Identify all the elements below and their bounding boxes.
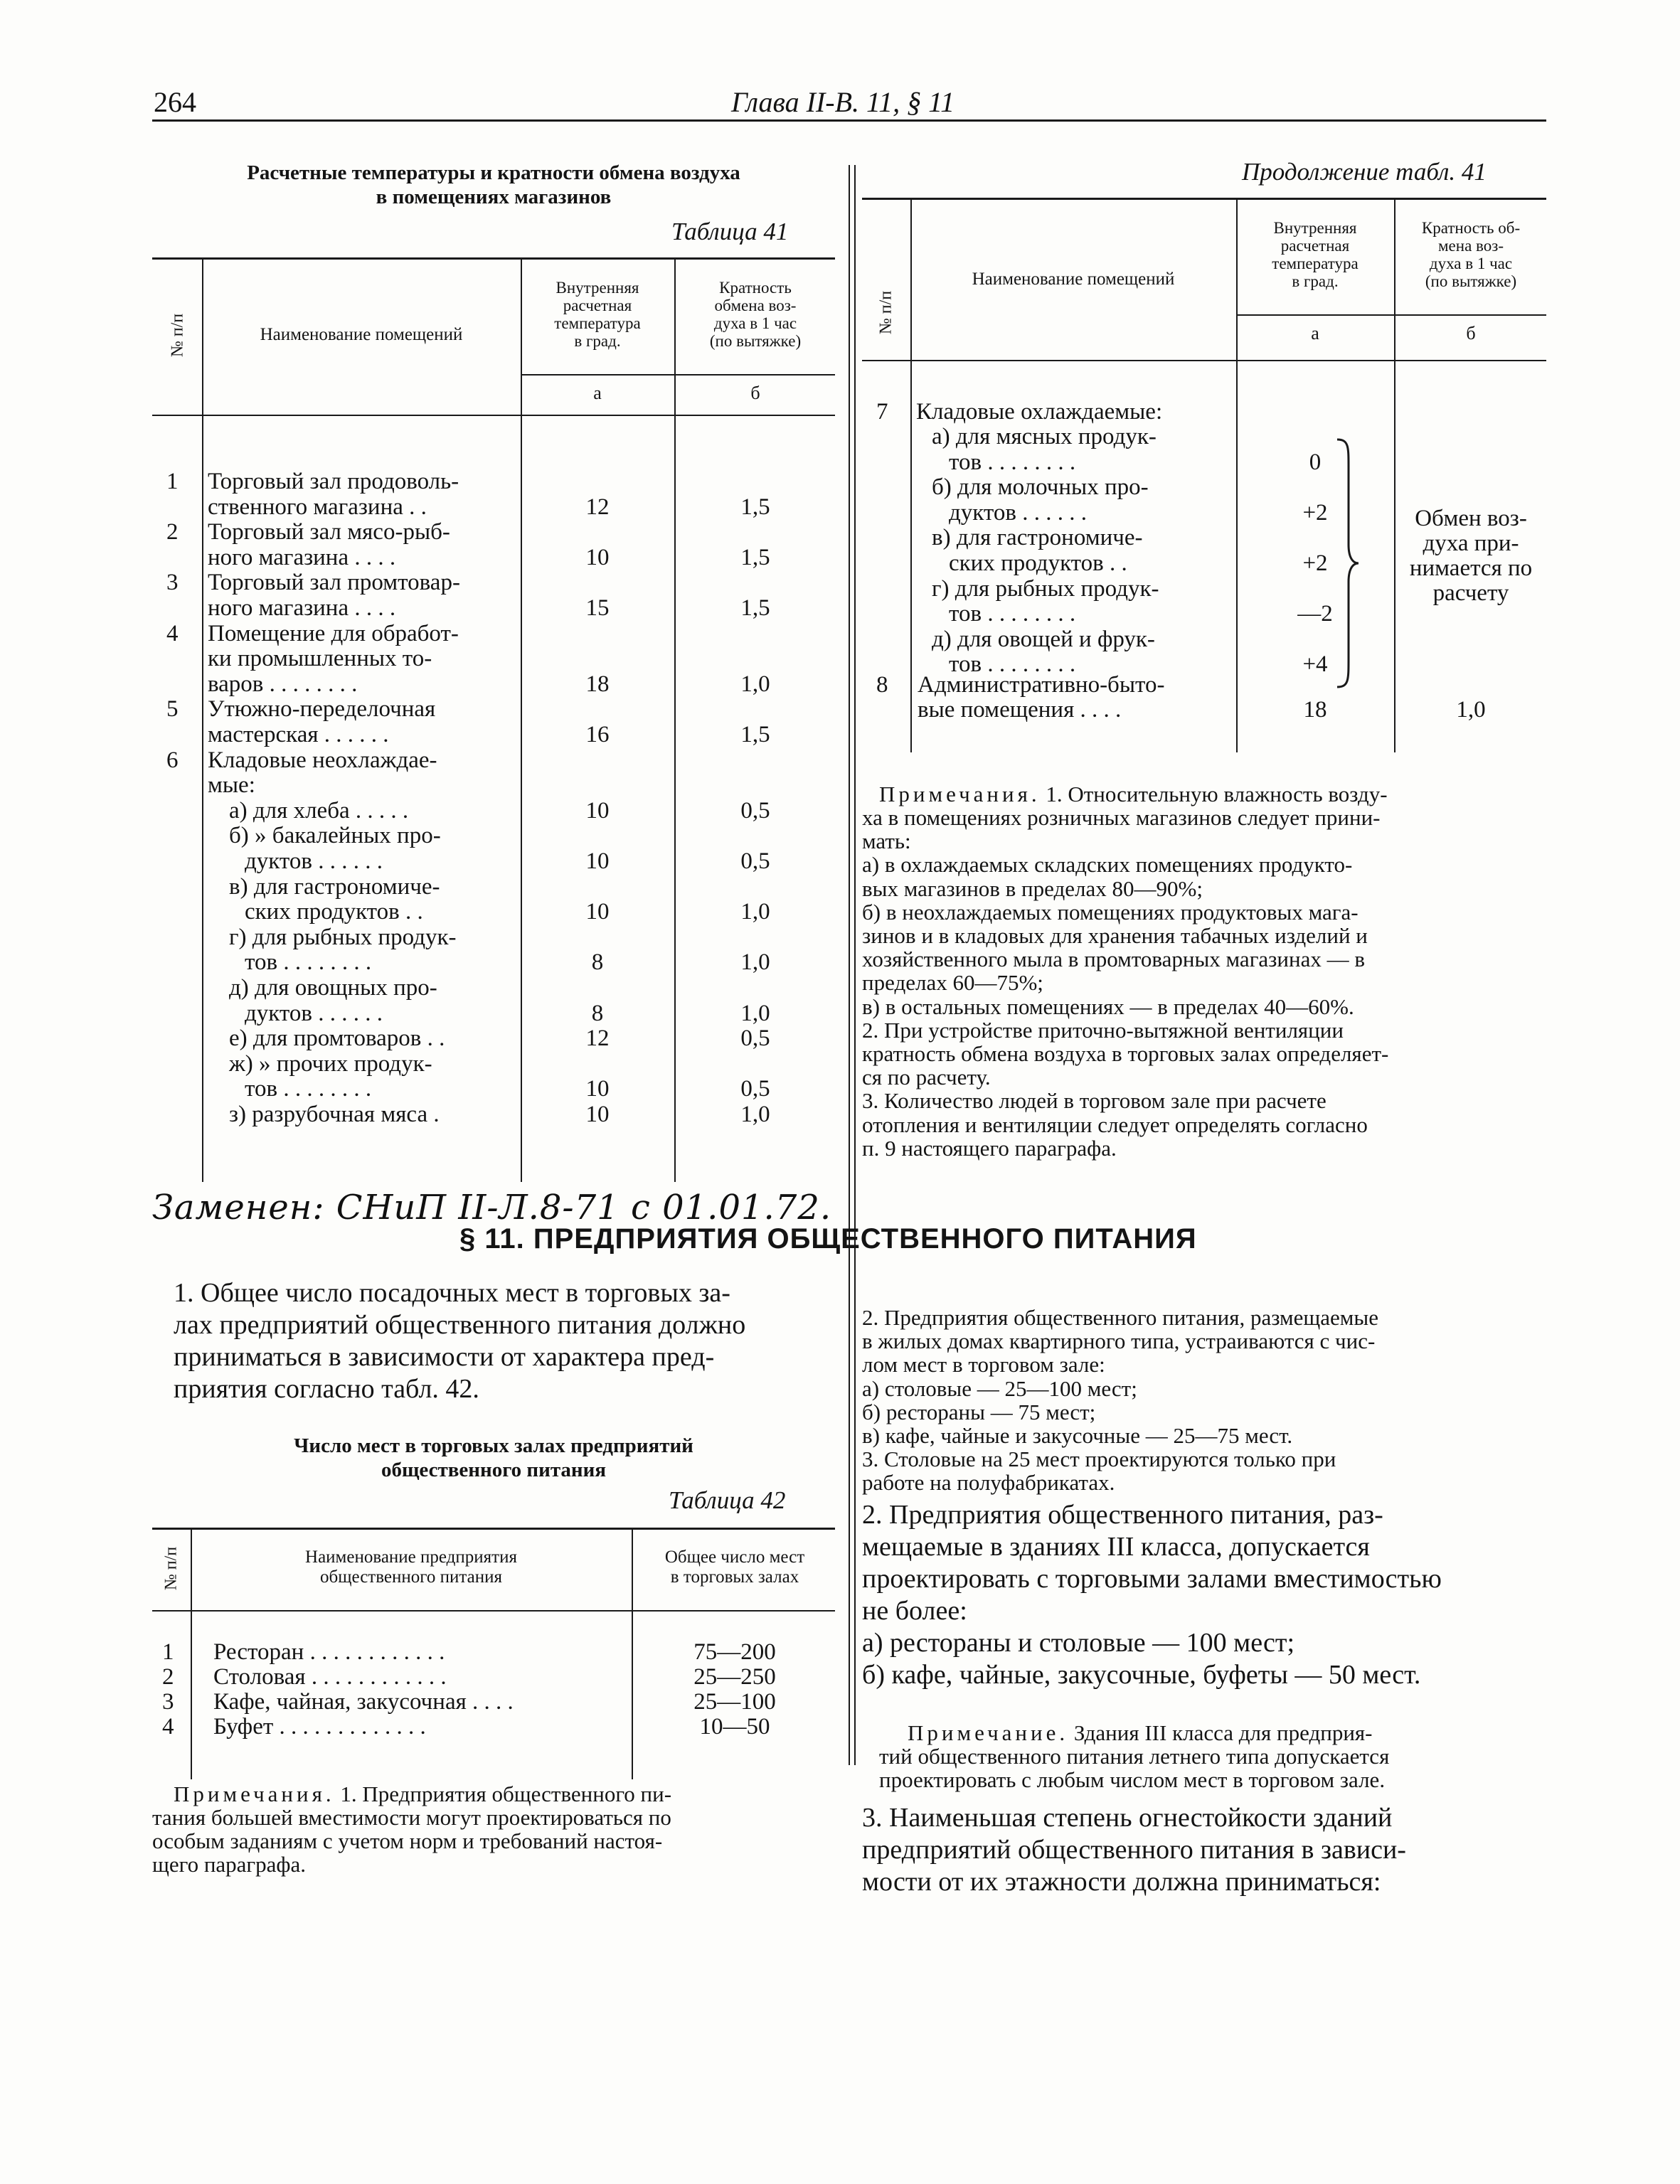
header-rule: [152, 119, 1546, 122]
notes-41-line: 2. При устройстве приточно-вытяжной вентиляции: [862, 1017, 1344, 1043]
table-41-row-b: 1,5: [740, 722, 770, 747]
paragraph-2-line: не более:: [862, 1596, 967, 1626]
table-41-row-a: 12: [585, 494, 610, 520]
t41a-line-2: расчетная: [563, 297, 632, 314]
table-41-row-a: 10: [585, 1076, 610, 1102]
table-41-row-text: варов . . . . . . . .: [208, 671, 358, 697]
table-41-row-a: 10: [585, 1102, 610, 1127]
table-41-cont-item-text: тов . . . . . . . .: [949, 651, 1076, 678]
table-41-row-text: б) » бакалейных про-: [229, 823, 441, 849]
section-11-paragraph-1-line: приятия согласно табл. 42.: [174, 1374, 479, 1404]
table-42-row-number: 3: [162, 1689, 174, 1715]
notes-41-lead: Примечания.: [879, 782, 1041, 806]
table-41-row-text: дуктов . . . . . .: [245, 848, 383, 874]
table-42-row-name: Ресторан . . . . . . . . . . . .: [213, 1639, 445, 1665]
table-41-cont-row-8-number: 8: [876, 672, 888, 698]
table-41-col-name: Наименование помещений: [260, 325, 463, 344]
table-41-cont-label: Продолжение табл. 41: [1242, 158, 1487, 186]
table-41-cont-item-text: тов . . . . . . . .: [949, 449, 1076, 475]
right-notes-line: 3. Столовые на 25 мест проектируются только при: [862, 1447, 1336, 1472]
table-42-row-number: 1: [162, 1639, 174, 1665]
t41cb-line-3: духа в 1 час: [1429, 255, 1513, 272]
table-41-cont-item-text: дуктов . . . . . .: [949, 499, 1087, 526]
table-41-cont-item-a: +2: [1302, 550, 1328, 576]
right-notes-line: работе на полуфабрикатах.: [862, 1470, 1115, 1496]
table-41-cont-col-a: [1238, 219, 1393, 290]
notes-41-line: 3. Количество людей в торговом зале при расчете: [862, 1088, 1327, 1114]
table-41-row-b: 1,0: [740, 671, 770, 697]
table-41-cont-item-text: а) для мясных продук-: [932, 424, 1157, 449]
table-42-col-npp: № п/п: [161, 1546, 181, 1591]
column-divider-left: [849, 165, 850, 1765]
t41a-line-3: температура: [554, 314, 641, 332]
notes-41-first-line: [879, 782, 1548, 806]
notes-41-line: кратность обмена воздуха в торговых залах определяет-: [862, 1041, 1389, 1066]
table-41-cont-col-npp: № п/п: [876, 290, 895, 335]
table-41-row-text: е) для промтоваров . .: [229, 1026, 445, 1052]
table-41-cont-header-bottom-rule: [862, 360, 1546, 361]
table-42-row-value: 25—250: [693, 1664, 776, 1690]
right-notes-line: лом мест в торговом зале:: [862, 1352, 1105, 1378]
table-41-cont-row-7-b-line: расчету: [1432, 580, 1509, 606]
table-41-sub-a: а: [593, 383, 602, 403]
notes-41-line: хозяйственного мыла в промтоварных магазинах — в: [862, 947, 1365, 972]
note-p2-first-rest: Здания III класса для предприя-: [1068, 1720, 1373, 1745]
table-41-row-b: 1,5: [740, 494, 770, 520]
notes-41-line: в) в остальных помещениях — в пределах 40—60%.: [862, 994, 1354, 1019]
table-41-cont-row-8-a: 18: [1303, 697, 1327, 723]
table-41-cont-item-a: +4: [1302, 651, 1328, 678]
t41ca-line-3: температура: [1272, 255, 1359, 272]
table-41-row-text: Кладовые неохлаждае-: [208, 747, 437, 773]
table-42-row-value: 25—100: [693, 1689, 776, 1715]
table-41-row-number: 6: [166, 747, 179, 773]
table-41-cont-top-rule: [862, 198, 1546, 200]
note-p2-line: проектировать с любым числом мест в торговом зале.: [879, 1767, 1386, 1792]
table-42-title: [152, 1434, 835, 1482]
table-41-cont-row-7-b: [1395, 506, 1546, 606]
notes-42-line: особым заданиям с учетом норм и требований настоя-: [152, 1828, 663, 1853]
t41b-line-2: обмена воз-: [714, 297, 797, 314]
table-41-row-text: Торговый зал продоволь-: [208, 469, 459, 494]
table-41-row-text: тов . . . . . . . .: [245, 1076, 372, 1102]
table-41-cont-col-name: Наименование помещений: [972, 270, 1175, 289]
table-41-cont-vline-1: [910, 198, 912, 752]
table-41-row-b: 0,5: [740, 1026, 770, 1052]
t41cb-line-1: Кратность об-: [1421, 219, 1521, 237]
notes-41-line: пределах 60—75%;: [862, 970, 1043, 996]
table-41-row-number: 4: [166, 620, 179, 646]
notes-41-first-rest: 1. Относительную влажность возду-: [1040, 782, 1388, 806]
table-41-title-line1: Расчетные температуры и кратности обмена воздуха: [247, 161, 740, 184]
table-41-row-text: г) для рыбных продук-: [229, 924, 457, 950]
table-41-top-rule: [152, 257, 835, 260]
table-41-row-a: 16: [585, 722, 610, 747]
table-42-vline-1: [191, 1528, 192, 1779]
table-41-cont-row-8-line1: Административно-быто-: [918, 672, 1165, 698]
table-41-row-a: 8: [591, 949, 604, 976]
paragraph-2-line: мещаемые в зданиях III класса, допускается: [862, 1532, 1370, 1562]
table-42-row-number: 2: [162, 1664, 174, 1690]
table-41-cont-row-7-number: 7: [876, 399, 888, 425]
notes-42-first-line: [174, 1782, 835, 1806]
paragraph-2-line: 2. Предприятия общественного питания, раз-: [862, 1500, 1383, 1530]
table-41-col-a: [522, 279, 673, 350]
table-41-row-a: 12: [585, 1026, 610, 1052]
paragraph-2-line: а) рестораны и столовые — 100 мест;: [862, 1628, 1295, 1658]
section-11-paragraph-1-line: 1. Общее число посадочных мест в торговых за-: [174, 1278, 730, 1308]
paragraph-2-line: проектировать с торговыми залами вместимостью: [862, 1564, 1442, 1594]
table-41-row-a: 10: [585, 797, 610, 824]
table-41-row-b: 0,5: [740, 1076, 770, 1102]
t41a-line-1: Внутренняя: [555, 279, 639, 297]
table-41-row-text: д) для овощных про-: [229, 975, 437, 1001]
table-41-row-b: 0,5: [740, 848, 770, 874]
table-41-row-text: ного магазина . . . .: [208, 595, 396, 621]
table-42-col-name: [193, 1548, 629, 1587]
t41a-line-4: в град.: [574, 332, 621, 350]
handwritten-replacement-note: Заменен: СНиП II-Л.8-71 с 01.01.72.: [152, 1188, 832, 1227]
table-42-row-number: 4: [162, 1714, 174, 1740]
right-notes-line: 2. Предприятия общественного питания, размещаемые: [862, 1305, 1379, 1330]
table-41-row-text: Торговый зал промтовар-: [208, 570, 460, 596]
table-41-cont-item-text: д) для овощей и фрук-: [932, 626, 1155, 652]
notes-41-line: б) в неохлаждаемых помещениях продуктовых мага-: [862, 899, 1359, 925]
table-41-row-text: ж) » прочих продук-: [229, 1050, 432, 1077]
table-41-row-b: 1,0: [740, 949, 770, 976]
table-41-row-text: тов . . . . . . . .: [245, 949, 372, 976]
table-41-cont-row-7-b-line: духа при-: [1423, 531, 1519, 556]
right-brace-icon: [1334, 438, 1363, 688]
table-41-row-text: з) разрубочная мяса .: [229, 1102, 440, 1127]
table-41-cont-item-a: —2: [1297, 601, 1333, 627]
t41ca-line-1: Внутренняя: [1273, 219, 1357, 237]
table-41-cont-item-text: г) для рыбных продук-: [932, 575, 1159, 602]
table-41-row-number: 3: [166, 570, 179, 596]
note-p2-first-line: [908, 1721, 1548, 1744]
table-41-row-a: 15: [585, 595, 610, 621]
table-41-cont-item-text: б) для молочных про-: [932, 474, 1149, 501]
table-41-row-b: 1,0: [740, 899, 770, 925]
t41cb-line-2: мена воз-: [1438, 237, 1504, 255]
notes-41-line: вых магазинов в пределах 80—90%;: [862, 875, 1203, 901]
table-41-cont-subheader-rule: [1236, 314, 1546, 316]
section-11-paragraph-1-line: приниматься в зависимости от характера пред-: [174, 1342, 715, 1372]
right-notes-line: в) кафе, чайные и закусочные — 25—75 мест.: [862, 1423, 1293, 1448]
notes-42-line: щего параграфа.: [152, 1852, 307, 1877]
table-42-top-rule: [152, 1528, 835, 1530]
table-41-row-a: 10: [585, 848, 610, 874]
paragraph-3-line: мости от их этажности должна приниматься:: [862, 1867, 1381, 1897]
notes-41-line: п. 9 настоящего параграфа.: [862, 1135, 1117, 1161]
table-41-label: Таблица 41: [671, 218, 789, 245]
note-p2-lead: Примечание.: [908, 1720, 1069, 1745]
table-41-cont-item-text: ских продуктов . .: [949, 550, 1127, 576]
table-41-row-text: дуктов . . . . . .: [245, 1000, 383, 1026]
table-41-row-a: 10: [585, 899, 610, 925]
table-41-row-text: мастерская . . . . . .: [208, 722, 389, 747]
table-41-row-text: мые:: [208, 772, 255, 799]
table-41-cont-item-a: 0: [1309, 449, 1322, 475]
table-41-row-b: 1,0: [740, 1102, 770, 1127]
table-42-label: Таблица 42: [669, 1486, 786, 1514]
table-41-cont-sub-b: б: [1466, 323, 1476, 343]
table-42-col-total: [634, 1548, 835, 1587]
notes-41-line: ха в помещениях розничных магазинов следует прини-: [862, 805, 1381, 830]
table-41-row-a: 18: [585, 671, 610, 697]
notes-42-line: тания большей вместимости могут проектироваться по: [152, 1805, 671, 1830]
table-41-row-a: 8: [591, 1000, 604, 1026]
table-41-col-b: [676, 279, 835, 350]
table-41-cont-sub-a: а: [1311, 323, 1319, 343]
page-number: 264: [154, 86, 196, 118]
table-41-cont-row-8-b: 1,0: [1456, 697, 1486, 723]
table-41-row-text: ного магазина . . . .: [208, 544, 396, 570]
table-42-col-name-line1: Наименование предприятия: [305, 1548, 517, 1567]
table-41-row-text: ственного магазина . .: [208, 494, 427, 520]
table-42-title-line2: общественного питания: [381, 1459, 607, 1481]
notes-42-lead: Примечания.: [174, 1781, 335, 1806]
table-41-sub-b: б: [750, 383, 760, 403]
table-42-col-name-line2: общественного питания: [320, 1567, 502, 1587]
t41b-line-1: Кратность: [719, 279, 792, 297]
t41b-line-3: духа в 1 час: [713, 314, 797, 332]
table-41-subheader-rule: [521, 374, 835, 375]
section-11-title: § 11. ПРЕДПРИЯТИЯ ОБЩЕСТВЕННОГО ПИТАНИЯ: [459, 1223, 1197, 1255]
table-41-cont-row-7-b-line: нимается по: [1409, 555, 1533, 581]
table-42-header-bottom-rule: [152, 1610, 835, 1612]
note-p2-line: тий общественного питания летнего типа допускается: [879, 1744, 1390, 1769]
notes-41-line: ся по расчету.: [862, 1065, 991, 1090]
table-42-col-total-line2: в торговых залах: [670, 1567, 799, 1587]
table-41-row-b: 0,5: [740, 797, 770, 824]
table-42-row-value: 10—50: [699, 1714, 770, 1740]
section-11-paragraph-1-line: лах предприятий общественного питания должно: [174, 1310, 746, 1340]
notes-41-line: мать:: [862, 829, 911, 854]
table-41-vline-1: [202, 257, 203, 1182]
table-41-header-bottom-rule: [152, 415, 835, 416]
notes-42-first-rest: 1. Предприятия общественного пи-: [334, 1781, 672, 1806]
table-42-row-name: Буфет . . . . . . . . . . . . .: [213, 1714, 426, 1740]
paragraph-3-line: 3. Наименьшая степень огнестойкости зданий: [862, 1803, 1393, 1833]
table-41-cont-row-8-line2: вые помещения . . . .: [918, 697, 1122, 723]
t41ca-line-2: расчетная: [1280, 237, 1350, 255]
table-41-row-number: 1: [166, 469, 179, 494]
table-41-cont-row-7-b-line: Обмен воз-: [1415, 506, 1527, 531]
table-42-vline-2: [632, 1528, 633, 1779]
table-41-row-b: 1,0: [740, 1000, 770, 1026]
table-41-row-a: 10: [585, 544, 610, 570]
notes-41-line: а) в охлаждаемых складских помещениях продукто-: [862, 852, 1353, 878]
right-notes-line: в жилых домах квартирного типа, устраиваются с чис-: [862, 1328, 1376, 1354]
table-41-row-text: ки промышленных то-: [208, 646, 432, 672]
paragraph-2-line: б) кафе, чайные, закусочные, буфеты — 50 мест.: [862, 1660, 1421, 1690]
table-41-row-number: 5: [166, 696, 179, 723]
paragraph-3-line: предприятий общественного питания в зависи-: [862, 1835, 1406, 1865]
table-41-row-number: 2: [166, 519, 179, 545]
table-41-row-text: в) для гастрономиче-: [229, 873, 440, 900]
table-42-row-name: Кафе, чайная, закусочная . . . .: [213, 1689, 514, 1715]
table-42-col-total-line1: Общее число мест: [664, 1548, 805, 1567]
t41cb-line-4: (по вытяжке): [1425, 272, 1517, 290]
table-41-cont-row-7-title: Кладовые охлаждаемые:: [916, 399, 1163, 425]
table-42-row-name: Столовая . . . . . . . . . . . .: [213, 1664, 447, 1690]
table-41-cont-item-text: в) для гастрономиче-: [932, 525, 1143, 551]
t41ca-line-4: в град.: [1292, 272, 1339, 290]
notes-41-line: зинов и в кладовых для хранения табачных изделий и: [862, 923, 1368, 948]
table-41-row-b: 1,5: [740, 544, 770, 570]
table-41-row-b: 1,5: [740, 595, 770, 621]
table-41-row-text: а) для хлеба . . . . .: [229, 797, 409, 824]
table-41-title: [152, 161, 835, 209]
column-divider-right: [854, 165, 856, 1765]
running-title: Глава II-В. 11, § 11: [731, 86, 955, 118]
table-41-title-line2: в помещениях магазинов: [376, 186, 612, 208]
table-41-row-text: Помещение для обработ-: [208, 620, 459, 646]
table-42-row-value: 75—200: [693, 1639, 776, 1665]
table-41-cont-item-text: тов . . . . . . . .: [949, 601, 1076, 627]
table-41-row-text: ских продуктов . .: [245, 899, 423, 925]
table-41-row-text: Утюжно-переделочная: [208, 696, 436, 723]
t41b-line-4: (по вытяжке): [709, 332, 802, 350]
table-41-cont-col-b: [1395, 219, 1546, 290]
table-41-cont-item-a: +2: [1302, 499, 1328, 526]
table-41-col-npp: № п/п: [168, 313, 187, 358]
right-notes-line: б) рестораны — 75 мест;: [862, 1399, 1096, 1424]
table-42-title-line1: Число мест в торговых залах предприятий: [294, 1434, 693, 1457]
notes-41-line: отопления и вентиляции следует определять согласно: [862, 1112, 1368, 1137]
table-41-row-text: Торговый зал мясо-рыб-: [208, 519, 450, 545]
right-notes-line: а) столовые — 25—100 мест;: [862, 1375, 1137, 1401]
